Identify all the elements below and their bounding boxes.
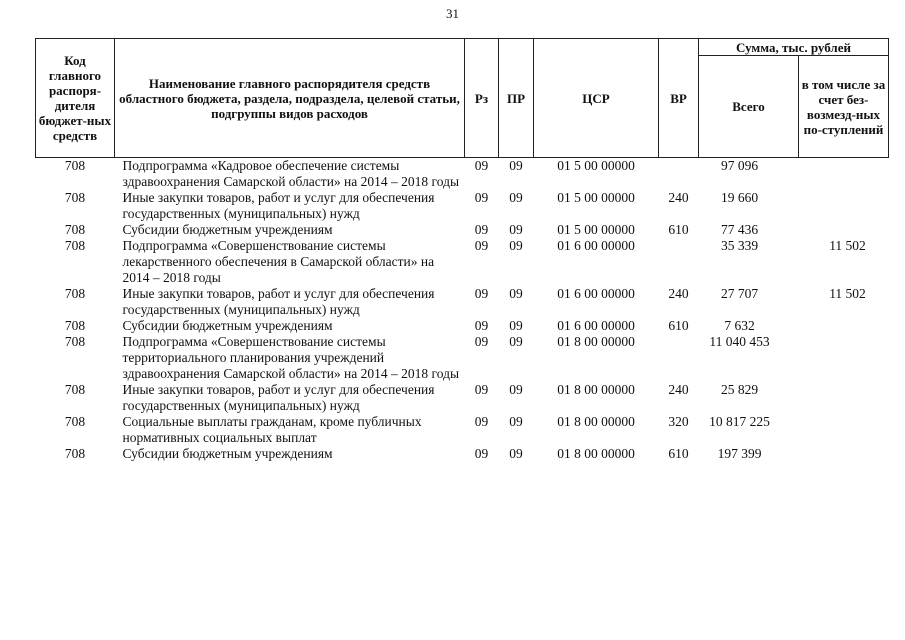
- cell-code: 708: [64, 222, 86, 237]
- cell-csr: 01 8 00 00000: [557, 334, 635, 349]
- header-name: Наименование главного распорядителя средств областного бюджета, раздела, подраздела, целевой статьи, подгруппы видов расходов: [115, 39, 465, 158]
- cell-csr: 01 6 00 00000: [557, 286, 635, 301]
- cell-total: 7 632: [724, 318, 755, 333]
- cell-code: 708: [64, 286, 86, 301]
- cell-vr: 610: [668, 222, 689, 237]
- cell-vr: [659, 158, 699, 191]
- cell-name: Социальные выплаты гражданам, кроме публичных нормативных социальных выплат: [122, 414, 422, 445]
- cell-free: [799, 334, 889, 382]
- cell-code: 708: [64, 158, 86, 173]
- cell-rz: 09: [474, 382, 489, 397]
- cell-rz: 09: [474, 286, 489, 301]
- cell-name: Иные закупки товаров, работ и услуг для обеспечения государственных (муниципальных) нужд: [122, 286, 435, 317]
- cell-total: 11 040 453: [709, 334, 770, 349]
- table-row: [36, 334, 889, 382]
- header-rz: Рз: [465, 39, 499, 158]
- cell-vr: 610: [668, 318, 689, 333]
- cell-rz: 09: [474, 222, 489, 237]
- cell-name: Иные закупки товаров, работ и услуг для обеспечения государственных (муниципальных) нужд: [122, 382, 435, 413]
- header-total: Всего: [699, 56, 799, 158]
- header-code: Код главного распоря-дителя бюджет-ных средств: [36, 39, 115, 158]
- cell-total: 97 096: [720, 158, 759, 173]
- header-free: в том числе за счет без-возмезд-ных по-ступлений: [799, 56, 889, 158]
- cell-vr: 320: [668, 414, 689, 429]
- cell-total: 77 436: [720, 222, 759, 237]
- cell-free: [799, 318, 889, 334]
- cell-pr: 09: [509, 158, 523, 173]
- cell-vr: 610: [668, 446, 689, 461]
- table-row: [36, 238, 889, 286]
- table-row: [36, 222, 889, 238]
- table-header: [36, 39, 889, 158]
- cell-rz: 09: [474, 318, 489, 333]
- cell-free: [799, 222, 889, 238]
- cell-vr: [659, 238, 699, 286]
- cell-csr: 01 5 00 00000: [557, 222, 635, 237]
- cell-name: Субсидии бюджетным учреждениям: [122, 222, 333, 237]
- cell-code: 708: [64, 446, 86, 461]
- header-vr: ВР: [659, 39, 699, 158]
- cell-code: 708: [64, 334, 86, 349]
- table-body: [36, 158, 889, 463]
- cell-name: Субсидии бюджетным учреждениям: [122, 318, 333, 333]
- cell-pr: 09: [509, 286, 523, 301]
- cell-free: 11 502: [829, 286, 866, 301]
- cell-vr: 240: [668, 382, 689, 397]
- cell-pr: 09: [509, 382, 523, 397]
- cell-total: 197 399: [717, 446, 762, 461]
- cell-name: Подпрограмма «Совершенствование системы территориального планирования учреждений здравоохранения Самарской области» на 2014 – 2018 годы: [122, 334, 460, 381]
- cell-free: 11 502: [829, 238, 866, 253]
- cell-free: [799, 190, 889, 222]
- header-sum: Сумма, тыс. рублей: [699, 39, 889, 56]
- cell-free: [799, 414, 889, 446]
- cell-rz: 09: [474, 414, 489, 429]
- cell-csr: 01 8 00 00000: [557, 446, 635, 461]
- cell-total: 27 707: [720, 286, 759, 301]
- cell-name: Подпрограмма «Совершенствование системы лекарственного обеспечения в Самарской области» на 2014 – 2018 годы: [122, 238, 435, 285]
- cell-free: [799, 446, 889, 462]
- cell-total: 19 660: [720, 190, 759, 205]
- cell-rz: 09: [474, 334, 489, 349]
- header-csr: ЦСР: [534, 39, 659, 158]
- table-row: [36, 158, 889, 191]
- cell-csr: 01 6 00 00000: [557, 238, 635, 253]
- cell-total: 35 339: [720, 238, 759, 253]
- cell-pr: 09: [509, 318, 523, 333]
- cell-name: Подпрограмма «Кадровое обеспечение системы здравоохранения Самарской области» на 2014 – 2018 годы: [122, 158, 460, 189]
- cell-code: 708: [64, 382, 86, 397]
- cell-total: 10 817 225: [709, 414, 770, 429]
- cell-csr: 01 8 00 00000: [557, 382, 635, 397]
- cell-name: Иные закупки товаров, работ и услуг для обеспечения государственных (муниципальных) нужд: [122, 190, 435, 221]
- table-row: [36, 318, 889, 334]
- cell-csr: 01 5 00 00000: [557, 190, 635, 205]
- cell-rz: 09: [474, 190, 489, 205]
- cell-name: Субсидии бюджетным учреждениям: [122, 446, 333, 461]
- budget-table: [35, 38, 889, 462]
- cell-free: [799, 158, 889, 191]
- page-number: 31: [446, 6, 459, 21]
- cell-code: 708: [64, 414, 86, 429]
- table-row: [36, 190, 889, 222]
- cell-pr: 09: [509, 238, 523, 253]
- cell-pr: 09: [509, 446, 523, 461]
- header-pr: ПР: [499, 39, 534, 158]
- cell-free: [799, 382, 889, 414]
- cell-code: 708: [64, 318, 86, 333]
- cell-csr: 01 6 00 00000: [557, 318, 635, 333]
- cell-vr: 240: [668, 286, 689, 301]
- cell-rz: 09: [474, 446, 489, 461]
- cell-csr: 01 8 00 00000: [557, 414, 635, 429]
- cell-total: 25 829: [720, 382, 759, 397]
- cell-pr: 09: [509, 222, 523, 237]
- cell-vr: [659, 334, 699, 382]
- table-row: [36, 446, 889, 462]
- table-row: [36, 382, 889, 414]
- cell-pr: 09: [509, 414, 523, 429]
- cell-csr: 01 5 00 00000: [557, 158, 635, 173]
- table-row: [36, 414, 889, 446]
- cell-rz: 09: [474, 158, 489, 173]
- cell-rz: 09: [474, 238, 489, 253]
- cell-code: 708: [64, 238, 86, 253]
- table-row: [36, 286, 889, 318]
- cell-pr: 09: [509, 190, 523, 205]
- cell-pr: 09: [509, 334, 523, 349]
- cell-vr: 240: [668, 190, 689, 205]
- cell-code: 708: [64, 190, 86, 205]
